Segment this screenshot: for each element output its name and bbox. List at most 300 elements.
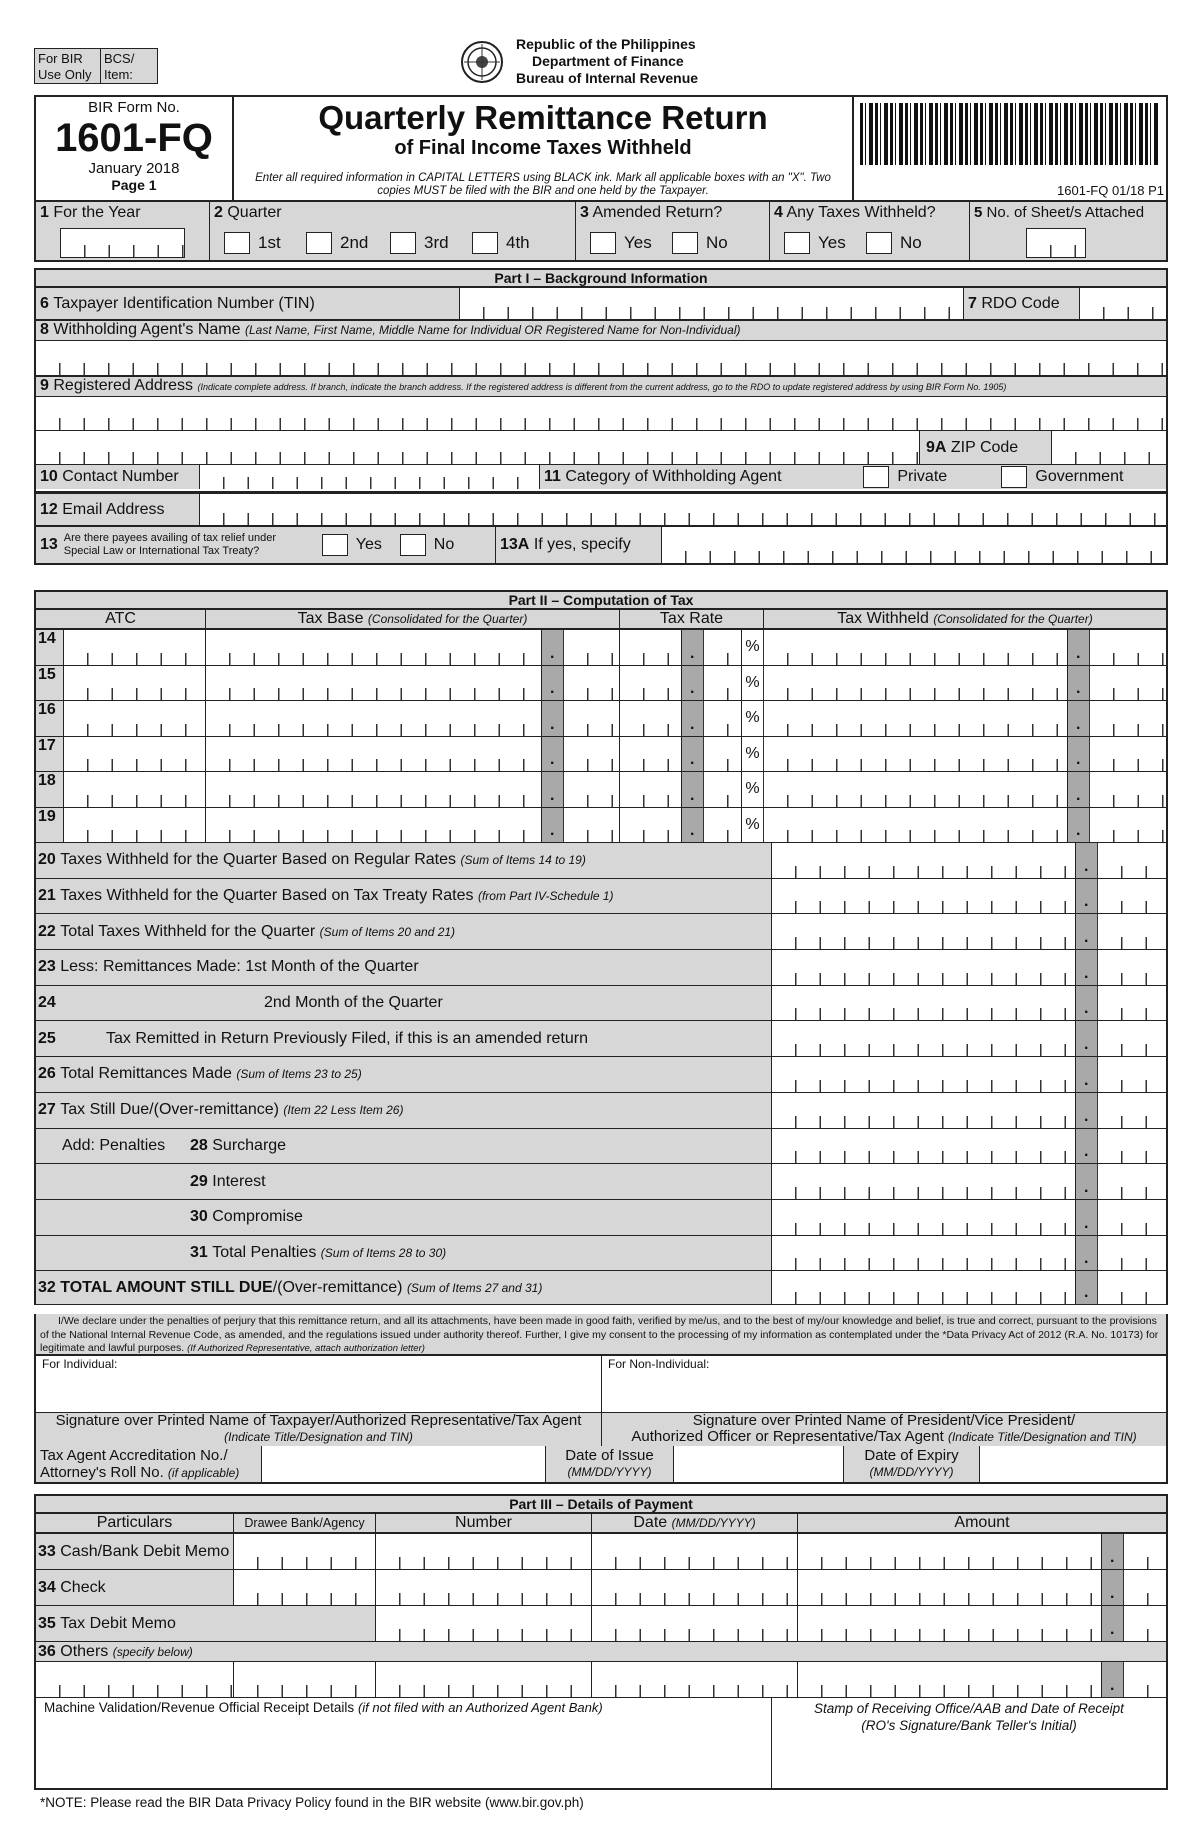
summary-row-26 <box>36 1057 1166 1093</box>
accreditation-row <box>34 1446 1168 1484</box>
amount-input[interactable] <box>772 1164 1076 1199</box>
withheld-no-checkbox[interactable] <box>866 232 892 254</box>
percent-sign: % <box>742 772 764 807</box>
amended-yes-checkbox[interactable] <box>590 232 616 254</box>
decimal-divider <box>1076 1200 1098 1235</box>
atc-input[interactable] <box>64 772 206 807</box>
payment-rows <box>34 1534 1168 1698</box>
bank-input[interactable] <box>234 1662 376 1697</box>
decimal-divider <box>1076 950 1098 985</box>
relief-no-checkbox[interactable] <box>400 534 426 556</box>
amount-cents-input[interactable] <box>1124 1662 1166 1697</box>
quarter-3rd-checkbox[interactable] <box>390 232 416 254</box>
atc-input[interactable] <box>64 630 206 665</box>
decimal-divider <box>1076 1093 1098 1128</box>
others-label: Others <box>60 1642 109 1660</box>
tax-rate-input[interactable] <box>620 630 682 665</box>
date-input[interactable] <box>592 1606 798 1641</box>
address-input-line2[interactable] <box>36 431 920 464</box>
amount-cents-input[interactable] <box>1098 1129 1166 1164</box>
decimal-divider <box>1068 808 1090 843</box>
decimal-divider <box>1068 630 1090 665</box>
item-note: (Sum of Items 20 and 21) <box>319 924 456 939</box>
payment-row-33 <box>36 1534 1166 1570</box>
decimal-divider <box>542 772 564 807</box>
sheets-attached-label: No. of Sheet/s Attached <box>986 204 1145 221</box>
signature-individual-field[interactable] <box>36 1372 601 1412</box>
rdo-input[interactable] <box>1080 288 1166 319</box>
email-input[interactable] <box>200 494 1166 525</box>
decimal-divider <box>1076 1057 1098 1092</box>
part3-header <box>34 1514 1168 1534</box>
government-label: Government <box>1035 468 1124 485</box>
validation-area <box>34 1698 1168 1790</box>
quarter-1st-checkbox[interactable] <box>224 232 250 254</box>
payment-number: 33 <box>38 1542 56 1560</box>
private-label: Private <box>897 468 948 485</box>
department-text: Department of Finance <box>532 53 684 69</box>
tax-withheld-input[interactable] <box>764 737 1068 772</box>
tax-base-input[interactable] <box>206 808 542 843</box>
col-tax-withheld-note: (Consolidated for the Quarter) <box>933 612 1093 626</box>
tax-withheld-input[interactable] <box>764 808 1068 843</box>
item-label: Less: Remittances Made: 1st Month of the Quarter <box>60 958 419 976</box>
amount-cents-input[interactable] <box>1124 1606 1166 1641</box>
amount-cents-input[interactable] <box>1098 879 1166 914</box>
tin-row: 6 Taxpayer Identification Number (TIN) 7 RDO Code <box>34 288 1168 321</box>
summary-row-25 <box>36 1021 1166 1057</box>
percent-sign: % <box>742 666 764 701</box>
specify-label: If yes, specify <box>533 536 631 553</box>
taxes-withheld-label: Any Taxes Withheld? <box>786 204 936 221</box>
item-number: 27 <box>38 1101 56 1119</box>
barcode <box>860 103 1160 165</box>
tax-base-cents-input[interactable] <box>564 666 620 701</box>
summary-row-22 <box>36 914 1166 950</box>
tax-withheld-cents-input[interactable] <box>1090 808 1166 843</box>
agent-name-input[interactable] <box>36 341 1166 375</box>
republic-text: Republic of the Philippines <box>516 36 696 52</box>
accreditation-note: (if applicable) <box>167 1465 240 1480</box>
for-non-individual-label: For Non-Individual: <box>608 1357 710 1371</box>
part2-header <box>34 610 1168 630</box>
quarter-1st-label: 1st <box>258 233 281 252</box>
tax-withheld-cents-input[interactable] <box>1090 701 1166 736</box>
row-number: 17 <box>36 737 64 772</box>
amount-input[interactable] <box>772 1129 1076 1164</box>
decimal-divider <box>542 808 564 843</box>
item-note: (Sum of Items 14 to 19) <box>460 853 586 868</box>
decimal-divider <box>682 701 704 736</box>
tax-base-cents-input[interactable] <box>564 808 620 843</box>
amount-input[interactable] <box>772 1057 1076 1092</box>
tax-rate-decimal-input[interactable] <box>704 737 742 772</box>
withheld-no-label: No <box>900 233 922 252</box>
withheld-yes-checkbox[interactable] <box>784 232 810 254</box>
payment-number: 35 <box>38 1614 56 1632</box>
atc-input[interactable] <box>64 808 206 843</box>
declaration-text: I/We declare under the penalties of perjury that this remittance return, and all its attachments, have been made in good faith, verified by me/us, and to the best of my/our knowledge and belief, is true and correct, pursuant to the provisions of the National Internal Revenue Code, as amended, and the regulations issued under authority thereof. Further, I give my consent to the processing of my information as contemplated under the *Data Privacy Act of 2012 (R.A. No. 10173) for legitimate and lawful purposes. <box>40 1315 1159 1354</box>
percent-sign: % <box>742 737 764 772</box>
table-row <box>36 666 1166 702</box>
col-number: Number <box>376 1514 592 1532</box>
stamp-note: (RO's Signature/Bank Teller's Initial) <box>861 1718 1077 1733</box>
decimal-divider <box>682 772 704 807</box>
tax-rate-input[interactable] <box>620 666 682 701</box>
amount-input[interactable] <box>772 1236 1076 1271</box>
signature-individual-label: Signature over Printed Name of Taxpayer/Authorized Representative/Tax Agent <box>55 1412 582 1429</box>
agent-name-label: Withholding Agent's Name <box>53 321 241 338</box>
item-note: (Sum of Items 23 to 25) <box>236 1067 362 1082</box>
amount-input[interactable] <box>798 1534 1102 1569</box>
contact-input[interactable] <box>200 465 540 489</box>
item-label: Total Remittances Made <box>60 1065 232 1083</box>
others-specify-input[interactable] <box>36 1662 234 1697</box>
date-expiry-label: Date of Expiry <box>864 1447 959 1464</box>
header <box>34 36 1168 94</box>
for-the-year-label: For the Year <box>53 204 141 221</box>
tax-rate-input[interactable] <box>620 808 682 843</box>
item-label: Item: <box>104 67 133 82</box>
decimal-divider <box>1068 701 1090 736</box>
total-amount-input[interactable] <box>772 1271 1076 1304</box>
tax-base-input[interactable] <box>206 772 542 807</box>
amount-cents-input[interactable] <box>1124 1534 1166 1569</box>
tax-base-input[interactable] <box>206 666 542 701</box>
tax-rate-decimal-input[interactable] <box>704 630 742 665</box>
amount-input[interactable] <box>772 879 1076 914</box>
tax-base-cents-input[interactable] <box>564 737 620 772</box>
percent-sign: % <box>742 808 764 843</box>
tax-withheld-cents-input[interactable] <box>1090 630 1166 665</box>
relief-yes-label: Yes <box>355 536 382 553</box>
address-note: (Indicate complete address. If branch, indicate the branch address. If the registered address is different from the current address, go to the RDO to update registered address by using BIR Form No. 1905) <box>197 382 1007 392</box>
col-tax-base: Tax Base <box>297 610 364 627</box>
decimal-divider <box>1102 1662 1124 1697</box>
date-issue-input[interactable] <box>674 1446 844 1482</box>
payment-number: 34 <box>38 1578 56 1596</box>
amount-cents-input[interactable] <box>1098 1164 1166 1199</box>
tax-withheld-input[interactable] <box>764 772 1068 807</box>
tax-base-cents-input[interactable] <box>564 772 620 807</box>
amount-input[interactable] <box>772 1200 1076 1235</box>
amount-cents-input[interactable] <box>1098 1057 1166 1092</box>
summary-row-23 <box>36 950 1166 986</box>
col-date-format: (MM/DD/YYYY) <box>671 1516 756 1530</box>
col-atc: ATC <box>36 610 206 628</box>
item-label: Taxes Withheld for the Quarter Based on Regular Rates <box>60 851 457 869</box>
item-number: 29 <box>190 1172 208 1190</box>
atc-input[interactable] <box>64 666 206 701</box>
decimal-divider <box>1076 1236 1098 1271</box>
payment-label: Tax Debit Memo <box>60 1614 176 1632</box>
quarter-label: Quarter <box>227 204 282 221</box>
tax-rate-input[interactable] <box>620 737 682 772</box>
part2-title: Part II – Computation of Tax <box>34 590 1168 610</box>
item-number: 22 <box>38 922 56 940</box>
amount-input[interactable] <box>772 1093 1076 1128</box>
decimal-divider <box>1076 1129 1098 1164</box>
tax-withheld-cents-input[interactable] <box>1090 666 1166 701</box>
total-amount-cents-input[interactable] <box>1098 1271 1166 1304</box>
item-number: 30 <box>190 1208 208 1226</box>
item-number: 20 <box>38 851 56 869</box>
payment-row-34 <box>36 1570 1166 1606</box>
bir-seal-icon <box>460 40 504 84</box>
table-row <box>36 772 1166 808</box>
decimal-divider <box>1076 1164 1098 1199</box>
amount-cents-input[interactable] <box>1098 1021 1166 1056</box>
machine-validation-note: (if not filed with an Authorized Agent Bank) <box>357 1700 603 1715</box>
bcs-label: BCS/ <box>104 51 135 66</box>
decimal-divider <box>682 630 704 665</box>
item-note: (Sum of Items 28 to 30) <box>320 1245 447 1260</box>
total-row-32 <box>36 1271 1166 1305</box>
decimal-divider <box>1076 1271 1098 1304</box>
specify-input[interactable] <box>662 527 1166 563</box>
payment-row-35 <box>36 1606 1166 1642</box>
computation-rows <box>34 630 1168 1305</box>
decimal-divider <box>1068 666 1090 701</box>
decimal-divider <box>542 630 564 665</box>
stamp-label: Stamp of Receiving Office/AAB and Date of Receipt <box>814 1701 1124 1716</box>
others-label-row <box>36 1642 1166 1662</box>
use-only-label: Use Only <box>38 67 92 82</box>
item-number: 25 <box>38 1029 56 1047</box>
year-input[interactable] <box>60 228 185 258</box>
sheets-attached-input[interactable] <box>1026 228 1086 258</box>
item-number: 21 <box>38 887 56 905</box>
machine-validation-box <box>36 1698 772 1788</box>
agent-name-note: (Last Name, First Name, Middle Name for Individual OR Registered Name for Non-Individual) <box>244 323 741 337</box>
tax-rate-decimal-input[interactable] <box>704 772 742 807</box>
tax-base-cents-input[interactable] <box>564 630 620 665</box>
atc-input[interactable] <box>64 701 206 736</box>
zip-label: ZIP Code <box>950 438 1019 456</box>
table-row <box>36 630 1166 666</box>
date-expiry-input[interactable] <box>980 1446 1166 1482</box>
amount-cents-input[interactable] <box>1098 914 1166 949</box>
row-number: 18 <box>36 772 64 807</box>
others-number: 36 <box>38 1642 56 1660</box>
item-label: Tax Still Due/(Over-remittance) <box>60 1101 279 1119</box>
tax-withheld-cents-input[interactable] <box>1090 737 1166 772</box>
tax-rate-input[interactable] <box>620 772 682 807</box>
tax-base-cents-input[interactable] <box>564 701 620 736</box>
amended-no-label: No <box>706 233 728 252</box>
amount-input[interactable] <box>772 843 1076 878</box>
number-input[interactable] <box>376 1534 592 1569</box>
row-number: 19 <box>36 808 64 843</box>
penalty-row-28 <box>36 1129 1166 1165</box>
tax-rate-input[interactable] <box>620 701 682 736</box>
tax-withheld-cents-input[interactable] <box>1090 772 1166 807</box>
date-input[interactable] <box>592 1534 798 1569</box>
tax-rate-decimal-input[interactable] <box>704 808 742 843</box>
tax-base-input[interactable] <box>206 701 542 736</box>
signature-non-individual-field[interactable] <box>602 1372 1166 1412</box>
title-block <box>34 95 1168 202</box>
declaration-note: (If Authorized Representative, attach authorization letter) <box>187 1343 425 1354</box>
quarter-3rd-label: 3rd <box>424 233 449 252</box>
penalty-row-31 <box>36 1236 1166 1272</box>
signature-non-individual-note: (Indicate Title/Designation and TIN) <box>947 1430 1137 1444</box>
government-checkbox[interactable] <box>1001 466 1027 488</box>
relief-question: Are there payees availing of tax relief under Special Law or International Tax Treaty? <box>63 532 276 557</box>
total-number: 32 <box>38 1278 56 1296</box>
decimal-divider <box>1076 843 1098 878</box>
amount-input[interactable] <box>772 986 1076 1021</box>
tax-rate-decimal-input[interactable] <box>704 701 742 736</box>
form-date: January 2018 <box>88 160 180 177</box>
item-note: (from Part IV-Schedule 1) <box>477 889 614 904</box>
date-expiry-format: (MM/DD/YYYY) <box>869 1465 954 1479</box>
tin-input[interactable] <box>460 288 964 319</box>
date-input[interactable] <box>592 1570 798 1605</box>
tax-withheld-input[interactable] <box>764 666 1068 701</box>
decimal-divider <box>542 666 564 701</box>
tax-withheld-input[interactable] <box>764 630 1068 665</box>
amount-cents-input[interactable] <box>1098 843 1166 878</box>
amount-input[interactable] <box>772 1021 1076 1056</box>
tax-rate-decimal-input[interactable] <box>704 666 742 701</box>
col-amount: Amount <box>954 1514 1010 1531</box>
summary-row-21 <box>36 879 1166 915</box>
payment-label: Cash/Bank Debit Memo <box>60 1542 230 1560</box>
form-no-label: BIR Form No. <box>88 99 180 116</box>
accreditation-label: Tax Agent Accreditation No./ <box>40 1446 228 1464</box>
atc-input[interactable] <box>64 737 206 772</box>
amount-cents-input[interactable] <box>1098 986 1166 1021</box>
zip-input[interactable] <box>1052 431 1166 464</box>
summary-row-24 <box>36 986 1166 1022</box>
relief-row: 13 Are there payees availing of tax relief under Special Law or International Tax Treaty? Yes No 13A If yes, specify <box>34 527 1168 565</box>
percent-sign: % <box>742 630 764 665</box>
private-checkbox[interactable] <box>863 466 889 488</box>
form-number: 1601-FQ <box>55 116 213 160</box>
number-input[interactable] <box>376 1606 592 1641</box>
decimal-divider <box>1076 986 1098 1021</box>
decimal-divider <box>1076 1021 1098 1056</box>
bank-input[interactable] <box>234 1570 376 1605</box>
email-label: Email Address <box>62 500 165 518</box>
number-input[interactable] <box>376 1662 592 1697</box>
signature-non-individual-label2: Authorized Officer or Representative/Tax Agent <box>631 1428 944 1445</box>
tin-label: Taxpayer Identification Number (TIN) <box>53 294 315 312</box>
for-individual-label: For Individual: <box>42 1357 118 1371</box>
decimal-divider <box>1068 772 1090 807</box>
item-number: 23 <box>38 958 56 976</box>
decimal-divider <box>682 737 704 772</box>
item-label: Interest <box>212 1172 266 1190</box>
footer-note: *NOTE: Please read the BIR Data Privacy Policy found in the BIR website (www.bir.gov.ph) <box>40 1795 584 1810</box>
amount-cents-input[interactable] <box>1098 950 1166 985</box>
quarter-4th-checkbox[interactable] <box>472 232 498 254</box>
row-number: 14 <box>36 630 64 665</box>
amount-cents-input[interactable] <box>1124 1570 1166 1605</box>
barcode-code: 1601-FQ 01/18 P1 <box>1057 183 1164 198</box>
item-label: 2nd Month of the Quarter <box>264 994 443 1012</box>
withheld-yes-label: Yes <box>818 233 846 252</box>
address-label: Registered Address <box>53 377 193 394</box>
accreditation-input[interactable] <box>262 1446 546 1482</box>
quarter-2nd-label: 2nd <box>340 233 369 252</box>
rdo-label: RDO Code <box>981 294 1060 312</box>
item-label: Taxes Withheld for the Quarter Based on Tax Treaty Rates <box>60 887 474 905</box>
part1-title: Part I – Background Information <box>34 268 1168 288</box>
for-bir-box <box>34 48 158 84</box>
item-label: Surcharge <box>212 1136 287 1154</box>
amount-input[interactable] <box>798 1606 1102 1641</box>
amount-input[interactable] <box>798 1570 1102 1605</box>
total-label: TOTAL AMOUNT STILL DUE <box>60 1278 273 1296</box>
item-number: 28 <box>190 1136 208 1154</box>
bank-input[interactable] <box>234 1534 376 1569</box>
top-items-row: 1 For the Year 2 Quarter 1st 2nd 3rd 4th 3 Amended Return? Yes No 4 Any Taxes Withheld? Yes No 5 No. of Sheet/s Attached <box>34 202 1168 262</box>
stamp-box <box>772 1698 1166 1788</box>
summary-row-27 <box>36 1093 1166 1129</box>
item-number: 24 <box>38 994 56 1012</box>
date-input[interactable] <box>592 1662 798 1697</box>
for-bir-label: For BIR <box>38 51 83 66</box>
col-tax-withheld: Tax Withheld <box>837 610 929 627</box>
item-label: Total Penalties <box>212 1243 317 1261</box>
relief-no-label: No <box>433 536 455 553</box>
amount-input[interactable] <box>798 1662 1102 1697</box>
decimal-divider <box>1076 914 1098 949</box>
amount-cents-input[interactable] <box>1098 1093 1166 1128</box>
relief-yes-checkbox[interactable] <box>322 534 348 556</box>
quarter-4th-label: 4th <box>506 233 530 252</box>
summary-row-20 <box>36 843 1166 879</box>
col-particulars: Particulars <box>36 1514 234 1532</box>
amount-input[interactable] <box>772 950 1076 985</box>
part3-title: Part III – Details of Payment <box>34 1494 1168 1514</box>
category-label: Category of Withholding Agent <box>565 468 782 485</box>
declaration-box <box>34 1314 1168 1356</box>
amended-no-checkbox[interactable] <box>672 232 698 254</box>
amount-cents-input[interactable] <box>1098 1200 1166 1235</box>
email-row: 12 Email Address <box>34 493 1168 527</box>
total-label-suffix: /(Over-remittance) <box>272 1278 403 1296</box>
decimal-divider <box>542 701 564 736</box>
signature-non-individual-label: Signature over Printed Name of President/Vice President/ <box>692 1412 1076 1429</box>
decimal-divider <box>1102 1570 1124 1605</box>
others-note: (specify below) <box>112 1644 193 1659</box>
total-note: (Sum of Items 27 and 31) <box>406 1280 543 1295</box>
number-input[interactable] <box>376 1570 592 1605</box>
form-instructions: Enter all required information in CAPITAL LETTERS using BLACK ink. Mark all applicable boxes with an "X". Two copies MUST be filed with the BIR and one held by the Taxpayer. <box>255 172 831 197</box>
item-label: Tax Remitted in Return Previously Filed, if this is an amended return <box>106 1029 588 1047</box>
amended-yes-label: Yes <box>624 233 652 252</box>
amount-cents-input[interactable] <box>1098 1236 1166 1271</box>
contact-label: Contact Number <box>62 468 179 485</box>
date-issue-label: Date of Issue <box>565 1447 654 1464</box>
decimal-divider <box>1068 737 1090 772</box>
quarter-2nd-checkbox[interactable] <box>306 232 332 254</box>
decimal-divider <box>1102 1534 1124 1569</box>
col-date: Date <box>633 1514 668 1531</box>
table-row <box>36 701 1166 737</box>
penalty-row-30 <box>36 1200 1166 1236</box>
tax-base-input[interactable] <box>206 630 542 665</box>
address-input-line1[interactable] <box>36 397 1166 431</box>
item-label: Total Taxes Withheld for the Quarter <box>60 922 316 940</box>
amount-input[interactable] <box>772 914 1076 949</box>
table-row <box>36 737 1166 773</box>
tax-withheld-input[interactable] <box>764 701 1068 736</box>
tax-base-input[interactable] <box>206 737 542 772</box>
